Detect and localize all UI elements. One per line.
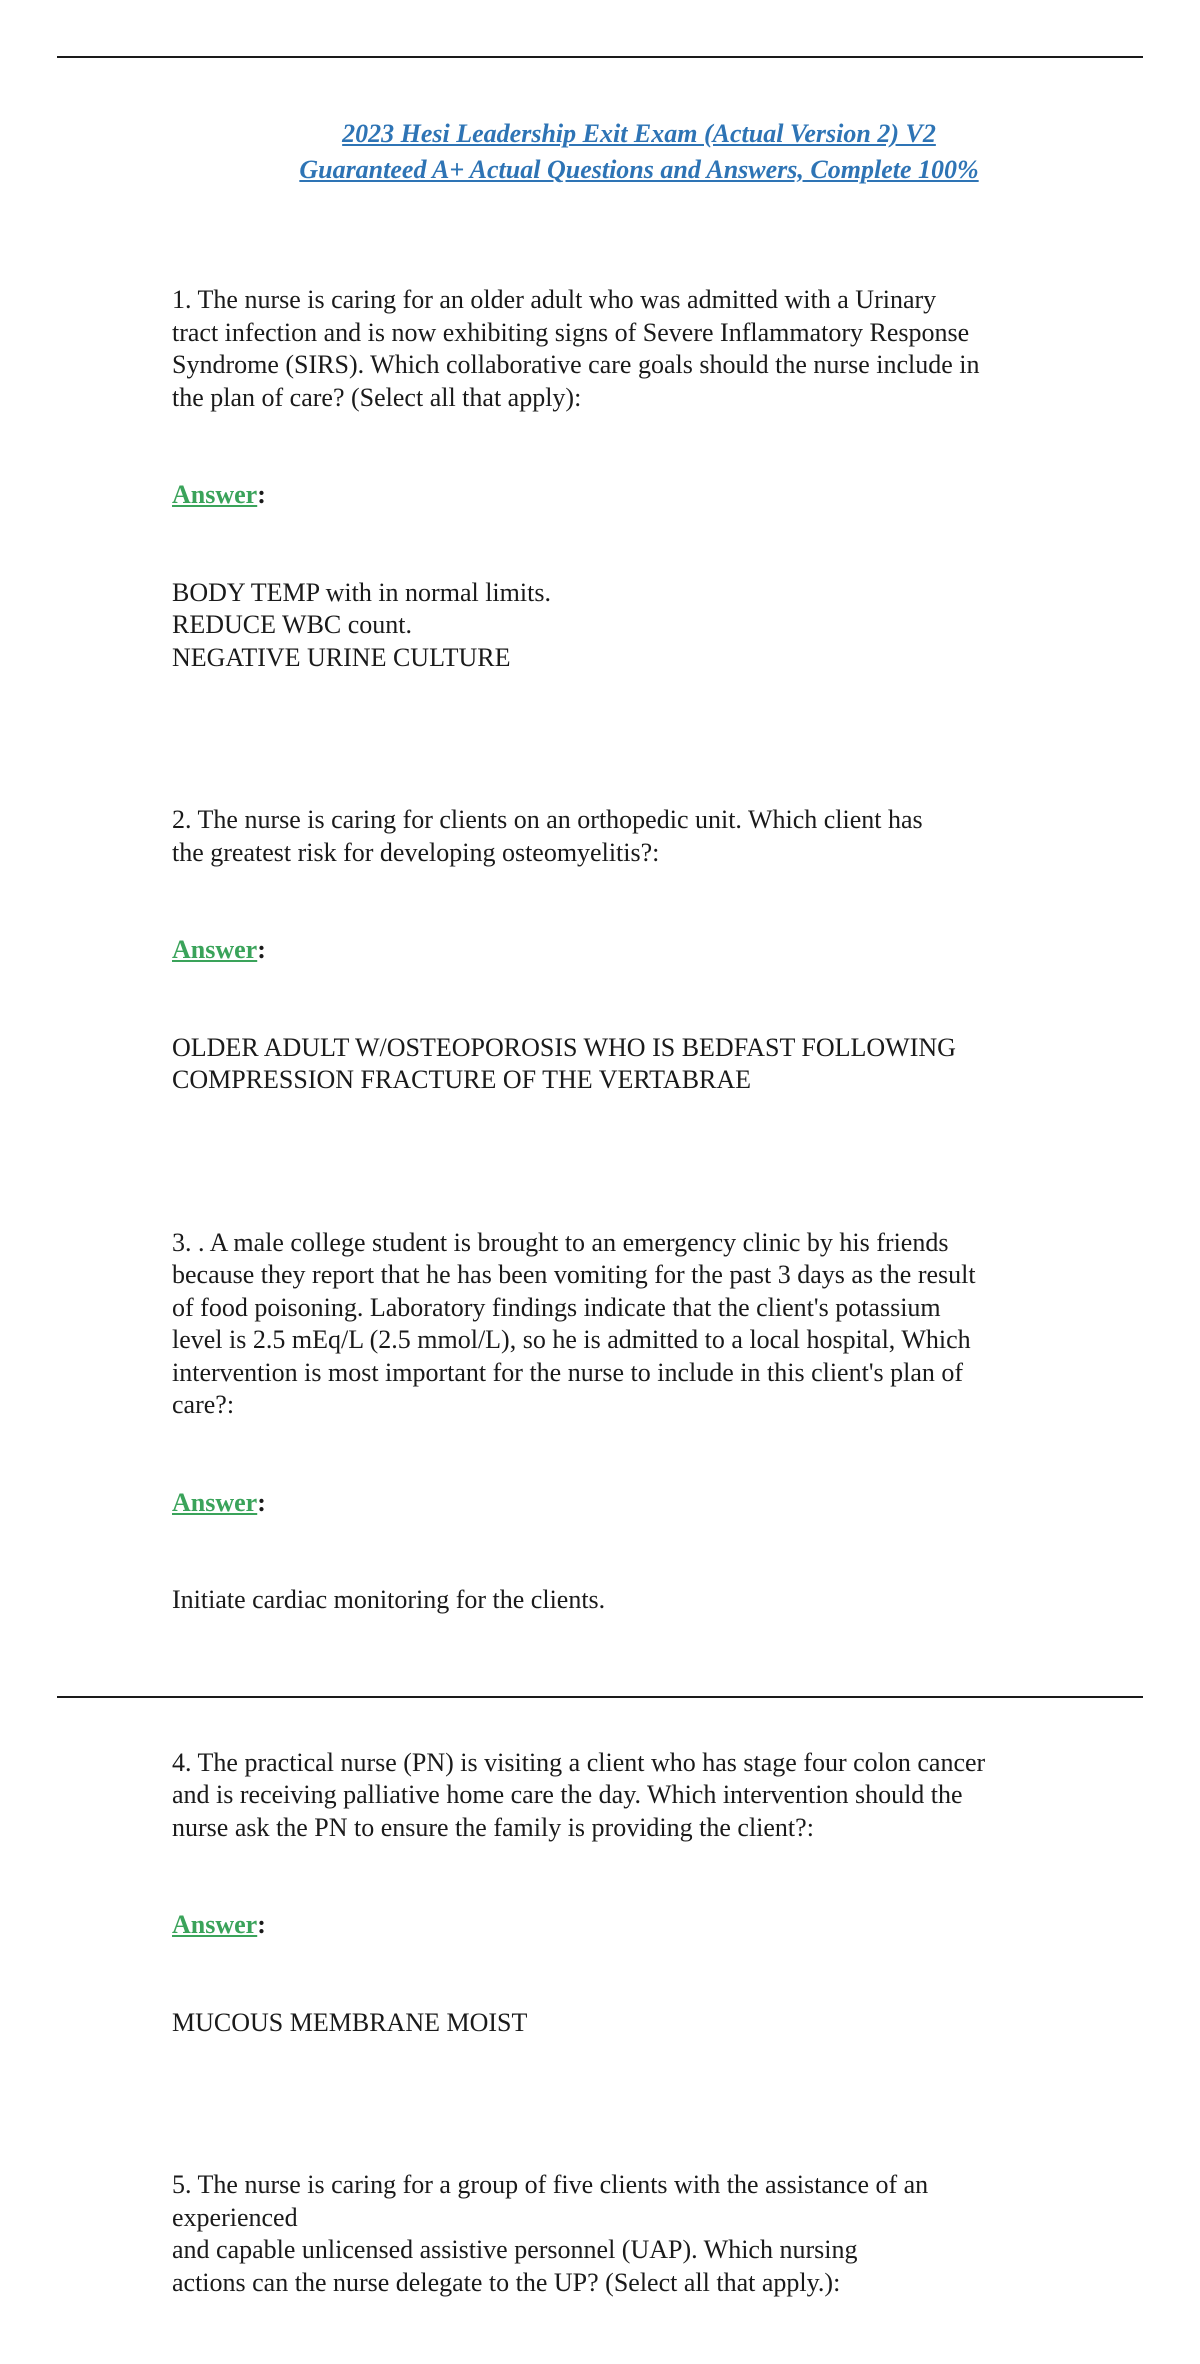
answer-1: BODY TEMP with in normal limits. REDUCE WBC count. NEGATIVE URINE CULTURE [172, 577, 551, 672]
answer-word: Answer [172, 935, 258, 964]
question-1: 1. The nurse is caring for an older adult who was admitted with a Urinary tract infection and is now exhibiting signs of Severe Inflammatory Response Syndrome (SIRS). Which collaborative care goals should the nurse include in the plan of care? (Select all that apply): [172, 285, 980, 412]
question-2: 2. The nurse is caring for clients on an orthopedic unit. Which client has the greatest risk for developing osteomyelitis?: [172, 805, 923, 867]
question-5: 5. The nurse is caring for a group of five clients with the assistance of an experienced and capable unlicensed assistive personnel (UAP). Which nursing actions can the nurse delegate to the UP? (Select all that apply.): [172, 2170, 929, 2297]
question-4: 4. The practical nurse (PN) is visiting a client who has stage four colon cancer and is receiving palliative home care the day. Which intervention should the nurse ask the PN to ensure the family is providing the client?: [172, 1747, 986, 1842]
answer-word: Answer [172, 480, 258, 509]
answer-2: OLDER ADULT W/OSTEOPOROSIS WHO IS BEDFAST FOLLOWING COMPRESSION FRACTURE OF THE VERTABRAE [172, 1032, 956, 1094]
answer-label-3 [172, 1487, 1072, 1520]
answer-colon: : [257, 480, 266, 509]
title-line-1: 2023 Hesi Leadership Exit Exam (Actual Version 2) V2 [342, 119, 936, 148]
answer-colon: : [257, 935, 266, 964]
answer-label-4 [172, 1909, 1072, 1942]
answer-colon: : [257, 1910, 266, 1939]
top-rule [57, 56, 1143, 58]
document-title [0, 116, 1200, 188]
answer-4: MUCOUS MEMBRANE MOIST [172, 2007, 528, 2037]
answer-3: Initiate cardiac monitoring for the clients. [172, 1585, 606, 1614]
answer-colon: : [257, 1487, 266, 1517]
document-body [172, 219, 1072, 2364]
question-3: 3. . A male college student is brought to an emergency clinic by his friends because they report that he has been vomiting for the past 3 days as the result of food poisoning. Laboratory findings indicate that the client's potassium level is 2.5 mEq/L (2.5 mmol/L), so he is admitted to a local hospital, Which intervention is most important for the nurse to include in this client's plan of care?: [172, 1227, 976, 1419]
answer-label-1 [172, 479, 1072, 512]
answer-word: Answer [172, 1487, 258, 1517]
bottom-rule [57, 1696, 1143, 1698]
answer-label-2 [172, 934, 1072, 967]
title-line-2: Guaranteed A+ Actual Questions and Answers, Complete 100% [299, 155, 979, 184]
answer-word: Answer [172, 1910, 258, 1939]
